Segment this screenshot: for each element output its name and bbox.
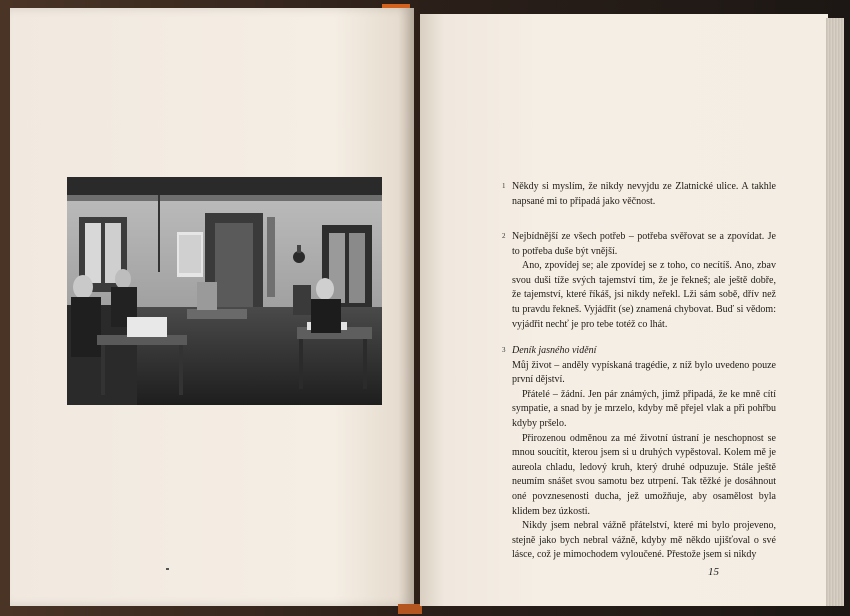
footnote-marker: 3 bbox=[502, 346, 506, 354]
section-title: Deník jasného vidění bbox=[512, 345, 597, 356]
footnote-2 bbox=[502, 230, 776, 332]
bookmark-ribbon-bottom bbox=[398, 604, 422, 614]
footnote-1 bbox=[502, 180, 776, 209]
print-speck bbox=[166, 568, 169, 570]
footnote-3 bbox=[502, 344, 776, 563]
footnote-paragraph: Nejbídnější ze všech potřeb – potřeba svěřovat se a zpovídat. Je to potřeba duše být vnější. bbox=[512, 231, 776, 257]
footnote-paragraph: Ano, zpovídej se; ale zpovídej se z toho, co necítíš. Ano, zbav svou duši tíže svých tajemství tím, že je řekneš; ale ještě dobře, že tajemství, které říkáš, jsi nikdy neřekl. Lži sám sobě, dřív než tu pravdu řekneš. Vyjádřit (se) znamená chybovat. Buď si vědom: vyjádřit nechť je pro tebe totéž co lhát. bbox=[512, 260, 776, 330]
page-edges bbox=[826, 18, 844, 606]
footnote-marker: 1 bbox=[502, 182, 506, 190]
footnote-paragraph: Někdy si myslím, že nikdy nevyjdu ze Zlatnické ulice. A takhle napsané mi to připadá jako věčnost. bbox=[512, 181, 776, 207]
office-photograph bbox=[67, 177, 382, 405]
footnote-paragraph: Přirozenou odměnou za mé životní ústraní je neschopnost se mnou soucítit, kterou jsem si u druhých vypěstoval. Kolem mě je aureola chladu, ledový kruh, který druhé odpuzuje. Stále ještě neumím snášet svou samotu bez utrpení. Tak těžké je dosáhnout oné povznesenosti ducha, jež umožňuje, aby osamělost byla klidem bez úzkosti. bbox=[512, 432, 776, 517]
footnote-paragraph: Přátelé – žádní. Jen pár známých, jimž připadá, že ke mně cítí sympatie, a snad by je mrzelo, kdyby mě přejel vlak a při pohřbu kdyby pršelo. bbox=[512, 388, 776, 429]
page-number: 15 bbox=[708, 566, 719, 578]
footnote-paragraph: Můj život – anděly vypískaná tragédie, z níž bylo uvedeno pouze první dějství. bbox=[512, 359, 776, 386]
footnote-paragraph: Nikdy jsem nebral vážně přátelství, které mi bylo projeveno, stejně jako bych nebral vážně, kdyby mě někdo ujišťoval o své lásce, což je mimochodem vyloučené. Přestože jsem si nikdy bbox=[512, 520, 776, 561]
footnote-marker: 2 bbox=[502, 232, 506, 240]
